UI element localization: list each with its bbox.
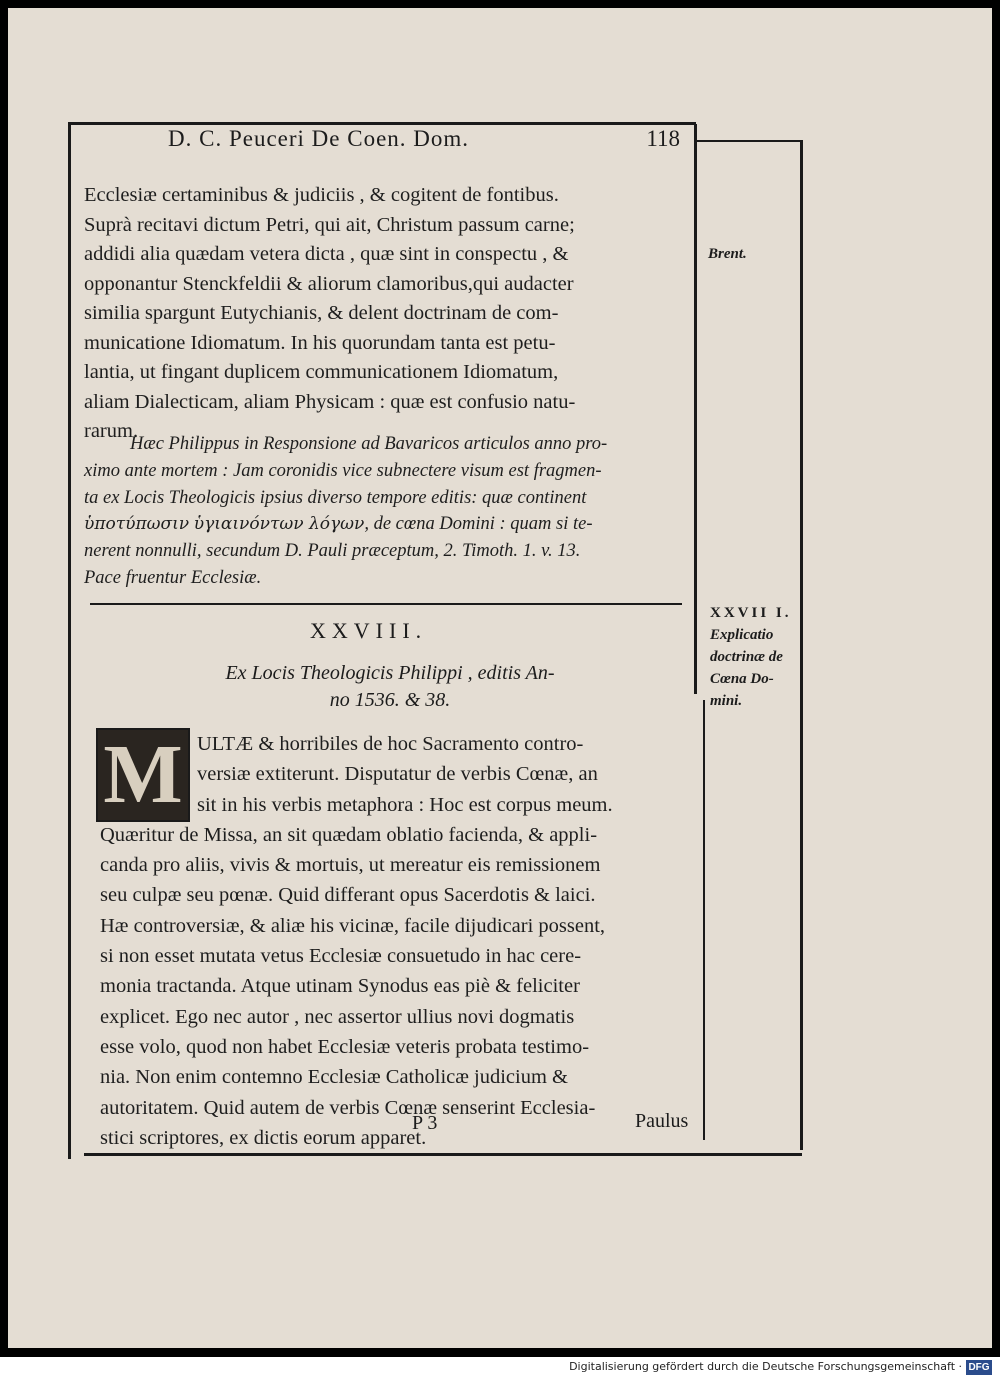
text-line: ta ex Locis Theologicis ipsius diverso tempore editis: quæ continent: [84, 487, 587, 508]
text-line: Hæ controversiæ, & aliæ his vicinæ, facile dijudicari possent,: [100, 914, 606, 937]
text-line: stici scriptores, ex dictis eorum apparet.: [100, 1126, 427, 1149]
greek-phrase: ὑγιαινόντων λόγων: [193, 514, 365, 535]
catchword: Paulus: [635, 1110, 689, 1132]
greek-word: ὑποτύπωσιν: [84, 514, 190, 535]
text-line: aliam Dialecticam, aliam Physicam : quæ est confusio natu-: [84, 390, 576, 413]
right-frame-rule: [800, 140, 803, 1150]
text-line: sit in his verbis metaphora : Hoc est corpus meum.: [197, 793, 613, 816]
text-line: monia tractanda. Atque utinam Synodus eas piè & feliciter: [100, 975, 580, 998]
text-line-greek: [84, 511, 684, 538]
text-line: Quæritur de Missa, an sit quædam oblatio facienda, & appli-: [100, 823, 598, 846]
running-title: D. C. Peuceri De Coen. Dom.: [168, 126, 470, 151]
text-line: lantia, ut fingant duplicem communicationem Idiomatum,: [84, 361, 559, 383]
margin-note-section: [710, 602, 792, 712]
column-divider-rule: [694, 124, 697, 694]
subtitle-line: no 1536. & 38.: [329, 689, 451, 711]
text-line: Suprà recitavi dictum Petri, qui ait, Christum passum carne;: [84, 213, 575, 236]
text-line: autoritatem. Quid autem de verbis Cœnæ senserint Ecclesia-: [100, 1096, 596, 1119]
subtitle-line: Ex Locis Theologicis Philippi , editis An-: [225, 662, 555, 684]
text-line: similia spargunt Eutychianis, & delent doctrinam de com-: [84, 302, 559, 324]
bottom-rule: [84, 1153, 802, 1156]
margin-label-line: mini.: [710, 693, 743, 709]
margin-label-line: doctrinæ de: [710, 649, 783, 665]
text-line: ximo ante mortem : Jam coronidis vice subnectere visum est fragmen-: [84, 460, 602, 481]
text-line: si non esset mutata vetus Ecclesiæ consuetudo in hac cere-: [100, 945, 582, 968]
text-line: rarum.: [84, 420, 139, 442]
text-line: opponantur Stenckfeldii & aliorum clamoribus,qui audacter: [84, 272, 574, 295]
text-line: Hæc Philippus in Responsione ad Bavaricos articulos anno pro-: [130, 434, 608, 454]
margin-label-line: Explicatio: [710, 627, 774, 643]
margin-section-number: XXVII I.: [710, 605, 792, 621]
paragraph-1: [84, 181, 684, 447]
right-margin-top-rule: [697, 140, 802, 142]
text-fragment: , de cœna Domini : quam si te-: [364, 514, 593, 535]
margin-note-brent: Brent.: [708, 246, 747, 262]
text-line: municatione Idiomatum. In his quorundam tanta est petu-: [84, 331, 556, 354]
text-line: versiæ extiterunt. Disputatur de verbis Cœnæ, an: [197, 763, 598, 786]
column-divider-rule-lower: [703, 700, 705, 1140]
running-header: [90, 126, 690, 162]
margin-label-line: Cœna Do-: [710, 671, 774, 687]
page-number: 118: [646, 126, 680, 151]
left-frame-rule: [68, 124, 71, 1159]
signature-mark: P 3: [412, 1112, 438, 1134]
text-line: explicet. Ego nec autor , nec assertor ullius novi dogmatis: [100, 1005, 575, 1028]
italic-paragraph: [84, 431, 684, 592]
text-line: Pace fruentur Ecclesiæ.: [84, 567, 262, 588]
funding-credit: Digitalisierung gefördert durch die Deutsche Forschungsgemeinschaft ·: [569, 1360, 962, 1373]
text-line: nerent nonnulli, secundum D. Pauli præceptum, 2. Timoth. 1. v. 13.: [84, 541, 581, 562]
text-line: canda pro aliis, vivis & mortuis, ut mereatur eis remissionem: [100, 854, 601, 877]
section-rule: [90, 603, 682, 605]
initial-letter: M: [103, 728, 183, 821]
text-line: seu culpæ seu pœnæ. Quid differant opus Sacerdotis & laici.: [100, 884, 596, 907]
paragraph-2: [100, 729, 700, 1153]
text-line: nia. Non enim contemno Ecclesiæ Catholicæ judicium &: [100, 1066, 568, 1089]
footer-band: [0, 1357, 1000, 1380]
text-line: ULTÆ & horribiles de hoc Sacramento contro-: [197, 733, 584, 755]
text-line: Ecclesiæ certaminibus & judiciis , & cogitent de fontibus.: [84, 184, 559, 206]
section-number: XXVIII.: [310, 618, 428, 643]
dfg-logo: DFG: [966, 1360, 992, 1375]
text-line: esse volo, quod non habet Ecclesiæ veteris probata testimo-: [100, 1035, 590, 1058]
section-subtitle: [150, 660, 630, 714]
text-line: addidi alia quædam vetera dicta , quæ sint in conspectu , &: [84, 243, 569, 265]
top-rule: [68, 122, 696, 125]
